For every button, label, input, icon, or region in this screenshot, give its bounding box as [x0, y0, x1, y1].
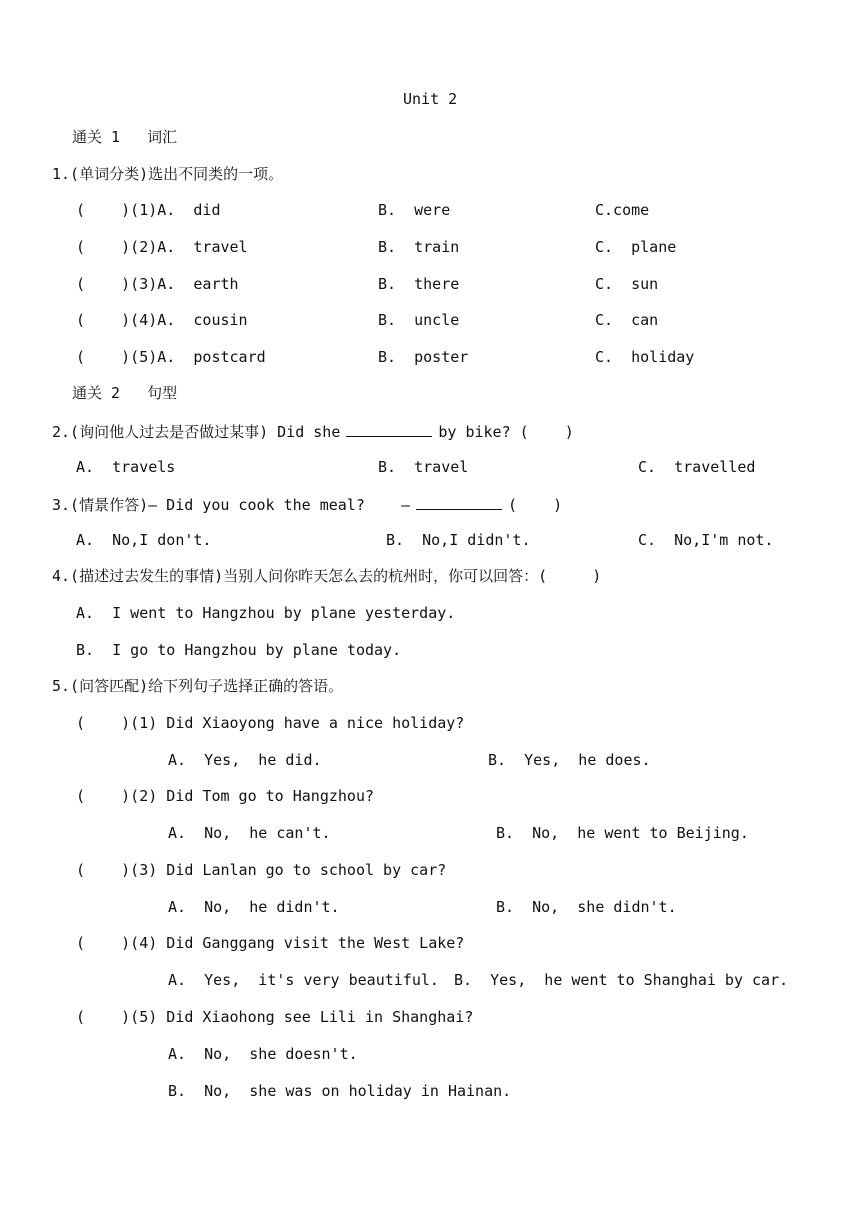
q1-item-1-option-a: ( )(1)A. did: [76, 201, 221, 219]
q1-item-4-option-c: C. can: [595, 311, 659, 329]
question-3-stem: [52, 493, 562, 515]
q5-item-1-option-a: A. Yes, he did.: [168, 751, 322, 769]
q5-item-5-option-b: B. No, she was on holiday in Hainan.: [168, 1082, 512, 1100]
q5-item-1-option-b: B. Yes, he does.: [488, 751, 651, 769]
q5-item-2-question: ( )(2) Did Tom go to Hangzhou?: [76, 787, 375, 805]
q1-item-4-option-a: ( )(4)A. cousin: [76, 311, 248, 329]
q3-option-b: B. No,I didn't.: [386, 531, 531, 549]
q5-item-5-question: ( )(5) Did Xiaohong see Lili in Shanghai?: [76, 1008, 474, 1026]
q1-item-1-option-c: C.come: [595, 201, 650, 219]
q5-item-5-option-a: A. No, she doesn't.: [168, 1045, 358, 1063]
q1-item-2-option-c: C. plane: [595, 238, 677, 256]
q1-item-5-option-c: C. holiday: [595, 348, 695, 366]
q1-item-2-option-b: B. train: [378, 238, 460, 256]
q1-item-3-option-a: ( )(3)A. earth: [76, 275, 239, 293]
q5-item-4-option-b: B. Yes, he went to Shanghai by car.: [454, 971, 789, 989]
q4-option-a: A. I went to Hangzhou by plane yesterday.: [76, 604, 456, 622]
q1-item-5-option-b: B. poster: [378, 348, 469, 366]
question-4-stem: 4.(描述过去发生的事情)当别人问你昨天怎么去的杭州时，你可以回答：( ): [52, 567, 602, 585]
q2-stem-end: by bike? ( ): [438, 423, 574, 441]
q5-item-2-option-a: A. No, he can't.: [168, 824, 331, 842]
q5-item-4-question: ( )(4) Did Ganggang visit the West Lake?: [76, 934, 465, 952]
q2-option-a: A. travels: [76, 458, 176, 476]
section-heading-sentences: 通关 2 句型: [72, 384, 178, 402]
question-1-stem: 1.(单词分类)选出不同类的一项。: [52, 165, 284, 183]
q1-item-2-option-a: ( )(2)A. travel: [76, 238, 248, 256]
q1-item-4-option-b: B. uncle: [378, 311, 460, 329]
q3-option-a: A. No,I don't.: [76, 531, 212, 549]
q5-item-1-question: ( )(1) Did Xiaoyong have a nice holiday?: [76, 714, 465, 732]
answer-blank: [416, 493, 502, 510]
q5-item-3-option-b: B. No, she didn't.: [496, 898, 677, 916]
page-title: Unit 2: [403, 90, 458, 108]
question-5-stem: 5.(问答匹配)给下列句子选择正确的答语。: [52, 677, 344, 695]
q1-item-1-option-b: B. were: [378, 201, 451, 219]
q1-item-5-option-a: ( )(5)A. postcard: [76, 348, 266, 366]
q4-option-b: B. I go to Hangzhou by plane today.: [76, 641, 402, 659]
section-heading-vocabulary: 通关 1 词汇: [72, 128, 178, 146]
answer-blank: [346, 420, 432, 437]
q5-item-2-option-b: B. No, he went to Beijing.: [496, 824, 749, 842]
question-2-stem: [52, 420, 574, 442]
q5-item-3-question: ( )(3) Did Lanlan go to school by car?: [76, 861, 447, 879]
q2-option-b: B. travel: [378, 458, 469, 476]
q1-item-3-option-c: C. sun: [595, 275, 659, 293]
q5-item-4-option-a: A. Yes, it's very beautiful.: [168, 971, 439, 989]
q5-item-3-option-a: A. No, he didn't.: [168, 898, 340, 916]
q2-option-c: C. travelled: [638, 458, 756, 476]
q3-stem-end: ( ): [508, 496, 563, 514]
q1-item-3-option-b: B. there: [378, 275, 460, 293]
q3-stem-start: 3.(情景作答)— Did you cook the meal? —: [52, 496, 411, 514]
q3-option-c: C. No,I'm not.: [638, 531, 774, 549]
q2-stem-start: 2.(询问他人过去是否做过某事) Did she: [52, 423, 341, 441]
